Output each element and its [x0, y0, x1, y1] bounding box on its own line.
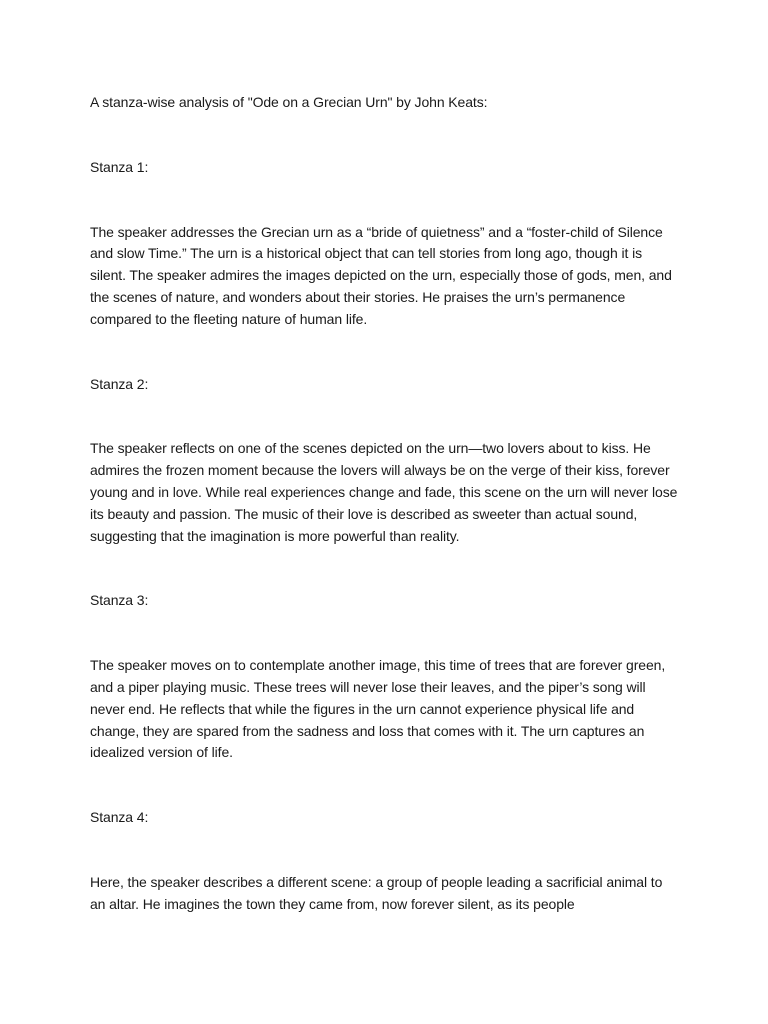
stanza-4-heading: Stanza 4: — [90, 809, 149, 826]
stanza-3-heading: Stanza 3: — [90, 592, 149, 609]
stanza-2-heading: Stanza 2: — [90, 375, 149, 392]
stanza-1-analysis: The speaker addresses the Grecian urn as a “bride of quietness” and a “foster-child of Silence and slow Time.” The urn is a historical object that can tell stories from long ago, though it is silent. The speaker admires the images depicted on the urn, especially those of gods, men, and the scenes of nature, and wonders about their stories. He praises the urn’s permanence compared to the fleeting nature of human life. — [90, 223, 672, 327]
stanza-3-analysis: The speaker moves on to contemplate another image, this time of trees that are forever green, and a piper playing music. These trees will never lose their leaves, and the piper’s song will never end. He reflects that while the figures in the urn cannot experience physical life and change, they are spared from the sadness and loss that comes with it. The urn captures an idealized version of life. — [90, 657, 666, 761]
document-title: A stanza-wise analysis of "Ode on a Grecian Urn" by John Keats: — [90, 94, 488, 110]
stanza-2-analysis: The speaker reflects on one of the scenes depicted on the urn—two lovers about to kiss. He admires the frozen moment because the lovers will always be on the verge of their kiss, forever young and in love. While real experiences change and fade, this scene on the urn will never lose its beauty and passion. The music of their love is described as sweeter than actual sound, suggesting that the imagination is more powerful than reality. — [90, 440, 678, 544]
stanza-4-analysis: Here, the speaker describes a different scene: a group of people leading a sacrificial animal to an altar. He imagines the town they came from, now forever silent, as its people — [90, 873, 663, 912]
document-body — [90, 92, 680, 959]
stanza-1-heading: Stanza 1: — [90, 158, 149, 175]
